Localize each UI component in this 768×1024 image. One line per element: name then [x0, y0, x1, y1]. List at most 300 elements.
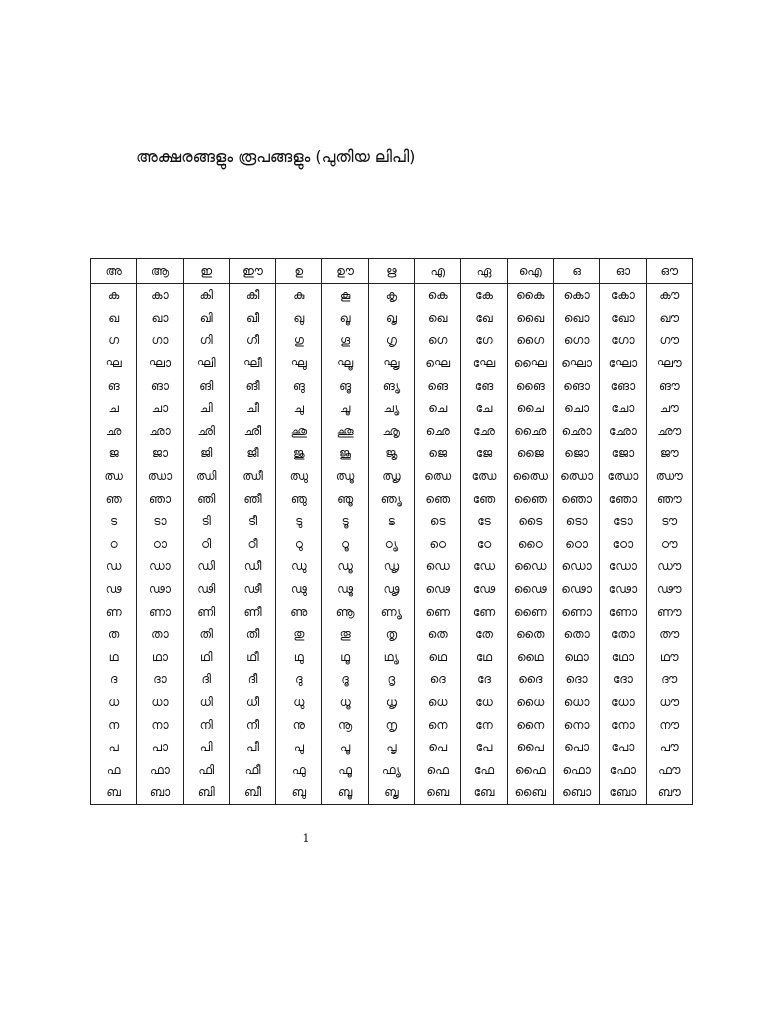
letter-form-cell: ജി: [183, 442, 229, 465]
letter-form-cell: കൗ: [646, 284, 692, 307]
letter-form-cell: ഡി: [183, 555, 229, 578]
letter-form-cell: കി: [183, 284, 229, 307]
table-row: [91, 420, 693, 443]
consonant-cell: ഖ: [91, 307, 137, 330]
consonant-cell: ഞ: [91, 487, 137, 510]
consonant-cell: ഘ: [91, 352, 137, 375]
letter-form-cell: ധൂ: [322, 691, 368, 714]
table-row: [91, 510, 693, 533]
letter-form-cell: ഗീ: [229, 329, 275, 352]
letter-form-cell: ഖു: [276, 307, 322, 330]
letter-form-cell: ടൗ: [646, 510, 692, 533]
table-row: [91, 781, 693, 804]
letter-form-cell: നൊ: [553, 713, 599, 736]
table-header-row: [91, 259, 693, 284]
letter-form-cell: ഠി: [183, 533, 229, 556]
letter-form-cell: ഫോ: [600, 758, 646, 781]
letter-form-cell: ഝു: [276, 465, 322, 488]
vowel-header: ഉ: [276, 259, 322, 284]
letter-form-cell: തൂ: [322, 623, 368, 646]
letter-form-cell: ങി: [183, 374, 229, 397]
letter-form-cell: പൂ: [322, 736, 368, 759]
letter-form-cell: ഞി: [183, 487, 229, 510]
table-row: [91, 284, 693, 307]
letter-form-cell: ഠൃ: [368, 533, 414, 556]
letter-form-cell: കൊ: [553, 284, 599, 307]
letter-form-cell: ഠേ: [461, 533, 507, 556]
letter-form-cell: ഡാ: [137, 555, 183, 578]
table-row: [91, 533, 693, 556]
letter-form-cell: ടേ: [461, 510, 507, 533]
letter-form-cell: ടൈ: [507, 510, 553, 533]
letter-form-cell: ജൂ: [322, 442, 368, 465]
letter-form-cell: ധോ: [600, 691, 646, 714]
letter-form-cell: പീ: [229, 736, 275, 759]
letter-form-cell: ങൃ: [368, 374, 414, 397]
letter-form-cell: ഞൂ: [322, 487, 368, 510]
consonant-cell: ഗ: [91, 329, 137, 352]
letter-form-cell: ങൂ: [322, 374, 368, 397]
table-row: [91, 555, 693, 578]
letter-form-cell: ഗോ: [600, 329, 646, 352]
letter-form-cell: ങാ: [137, 374, 183, 397]
letter-form-cell: ണൗ: [646, 600, 692, 623]
letter-form-cell: ണെ: [415, 600, 461, 623]
letter-form-cell: ണൃ: [368, 600, 414, 623]
letter-form-cell: ഗൃ: [368, 329, 414, 352]
letter-form-cell: നി: [183, 713, 229, 736]
letter-form-cell: ങൊ: [553, 374, 599, 397]
letter-form-cell: ബേ: [461, 781, 507, 804]
letter-form-cell: ഘെ: [415, 352, 461, 375]
letter-form-cell: കോ: [600, 284, 646, 307]
letter-form-cell: പൗ: [646, 736, 692, 759]
letter-form-cell: ഥു: [276, 646, 322, 669]
letter-form-cell: ണി: [183, 600, 229, 623]
letter-form-cell: ചൂ: [322, 397, 368, 420]
letter-form-cell: ഠൂ: [322, 533, 368, 556]
letter-form-cell: ധൃ: [368, 691, 414, 714]
letter-form-cell: ഡൊ: [553, 555, 599, 578]
letter-form-cell: ഞു: [276, 487, 322, 510]
letter-form-cell: ഛൗ: [646, 420, 692, 443]
letter-form-cell: ചെ: [415, 397, 461, 420]
letter-form-cell: ഠൗ: [646, 533, 692, 556]
consonant-cell: ഠ: [91, 533, 137, 556]
letter-form-cell: ധൈ: [507, 691, 553, 714]
letter-form-cell: നൂ: [322, 713, 368, 736]
letter-form-cell: തു: [276, 623, 322, 646]
letter-form-cell: ഝെ: [415, 465, 461, 488]
letter-form-cell: ചു: [276, 397, 322, 420]
letter-form-cell: ധാ: [137, 691, 183, 714]
letter-form-cell: ഥാ: [137, 646, 183, 669]
letter-form-cell: നു: [276, 713, 322, 736]
letter-form-cell: ദെ: [415, 668, 461, 691]
letter-form-cell: ഛൂ: [322, 420, 368, 443]
letter-form-cell: പെ: [415, 736, 461, 759]
letter-form-cell: ഘൗ: [646, 352, 692, 375]
table-row: [91, 465, 693, 488]
letter-form-cell: ഛൃ: [368, 420, 414, 443]
letter-form-cell: ഢോ: [600, 578, 646, 601]
letter-form-cell: ദൗ: [646, 668, 692, 691]
letter-form-cell: ഞോ: [600, 487, 646, 510]
letter-form-cell: ജൃ: [368, 442, 414, 465]
letter-form-cell: ധു: [276, 691, 322, 714]
letter-form-cell: ഡൂ: [322, 555, 368, 578]
letter-form-cell: ഝേ: [461, 465, 507, 488]
consonant-cell: ങ: [91, 374, 137, 397]
letter-form-cell: ഖി: [183, 307, 229, 330]
letter-form-cell: ടൃ: [368, 510, 414, 533]
consonant-cell: പ: [91, 736, 137, 759]
letter-form-cell: ഡെ: [415, 555, 461, 578]
letter-form-cell: ടെ: [415, 510, 461, 533]
page-number: 1: [302, 832, 310, 845]
letter-form-cell: ഞൗ: [646, 487, 692, 510]
letter-form-cell: നാ: [137, 713, 183, 736]
letter-form-cell: ചാ: [137, 397, 183, 420]
letter-form-cell: ധെ: [415, 691, 461, 714]
letter-form-cell: കു: [276, 284, 322, 307]
letter-form-cell: ജൗ: [646, 442, 692, 465]
table-row: [91, 442, 693, 465]
letter-form-cell: ഞാ: [137, 487, 183, 510]
letter-form-cell: ഢാ: [137, 578, 183, 601]
letter-form-cell: ടി: [183, 510, 229, 533]
letter-form-cell: ഗേ: [461, 329, 507, 352]
letter-form-cell: ഢൗ: [646, 578, 692, 601]
letter-form-cell: ഖേ: [461, 307, 507, 330]
vowel-header: ഒ: [553, 259, 599, 284]
letter-form-cell: ജു: [276, 442, 322, 465]
letter-form-cell: ഠൈ: [507, 533, 553, 556]
letter-form-cell: നേ: [461, 713, 507, 736]
letter-form-cell: കെ: [415, 284, 461, 307]
vowel-header: എ: [415, 259, 461, 284]
letter-form-cell: ദു: [276, 668, 322, 691]
letter-form-cell: കേ: [461, 284, 507, 307]
letter-form-cell: ഫാ: [137, 758, 183, 781]
letter-form-cell: ധീ: [229, 691, 275, 714]
letter-form-cell: ഘാ: [137, 352, 183, 375]
letter-form-cell: പോ: [600, 736, 646, 759]
letter-form-cell: തൊ: [553, 623, 599, 646]
letter-form-cell: ബൗ: [646, 781, 692, 804]
letter-form-cell: ഥൃ: [368, 646, 414, 669]
letter-form-cell: ഛി: [183, 420, 229, 443]
letter-form-cell: ഝോ: [600, 465, 646, 488]
letter-form-cell: ഢി: [183, 578, 229, 601]
letter-form-cell: ഛാ: [137, 420, 183, 443]
letter-form-cell: പി: [183, 736, 229, 759]
letter-form-cell: ഘൂ: [322, 352, 368, 375]
letter-form-cell: ബൂ: [322, 781, 368, 804]
letter-form-cell: ഖൃ: [368, 307, 414, 330]
letter-form-cell: നൗ: [646, 713, 692, 736]
letter-form-cell: ദേ: [461, 668, 507, 691]
consonant-cell: ണ: [91, 600, 137, 623]
letter-form-cell: ഘു: [276, 352, 322, 375]
letter-form-cell: ഗൊ: [553, 329, 599, 352]
letter-form-cell: തെ: [415, 623, 461, 646]
letter-form-cell: ഢു: [276, 578, 322, 601]
letter-form-cell: ടോ: [600, 510, 646, 533]
table-row: [91, 374, 693, 397]
table-row: [91, 758, 693, 781]
vowel-header: ഈ: [229, 259, 275, 284]
letter-form-cell: ദീ: [229, 668, 275, 691]
letter-form-cell: ഢെ: [415, 578, 461, 601]
letter-form-cell: തോ: [600, 623, 646, 646]
letter-form-cell: നൃ: [368, 713, 414, 736]
letter-form-cell: ദോ: [600, 668, 646, 691]
letter-form-cell: ടൂ: [322, 510, 368, 533]
vowel-header: ഐ: [507, 259, 553, 284]
letter-form-cell: ചൈ: [507, 397, 553, 420]
consonant-cell: ന: [91, 713, 137, 736]
letter-form-cell: ഗെ: [415, 329, 461, 352]
letter-form-cell: ഡൈ: [507, 555, 553, 578]
letter-form-cell: ബു: [276, 781, 322, 804]
letter-form-cell: ഡൗ: [646, 555, 692, 578]
letter-form-cell: ചീ: [229, 397, 275, 420]
letter-form-cell: നൈ: [507, 713, 553, 736]
letter-form-cell: ഝീ: [229, 465, 275, 488]
letter-form-cell: ഫെ: [415, 758, 461, 781]
letter-form-cell: ഥൂ: [322, 646, 368, 669]
letter-form-cell: ബീ: [229, 781, 275, 804]
letter-form-cell: ഫൈ: [507, 758, 553, 781]
table-body: [91, 284, 693, 805]
letter-form-cell: ഠൊ: [553, 533, 599, 556]
letter-form-cell: താ: [137, 623, 183, 646]
table-row: [91, 600, 693, 623]
letter-form-cell: ഠെ: [415, 533, 461, 556]
letter-form-cell: ഫൃ: [368, 758, 414, 781]
letter-form-cell: ഗാ: [137, 329, 183, 352]
letter-form-cell: ഗി: [183, 329, 229, 352]
letter-form-cell: ബൈ: [507, 781, 553, 804]
letter-form-cell: ഘൃ: [368, 352, 414, 375]
letter-form-cell: കാ: [137, 284, 183, 307]
letter-form-cell: ധൗ: [646, 691, 692, 714]
letter-form-cell: കൈ: [507, 284, 553, 307]
vowel-header: ഓ: [600, 259, 646, 284]
letter-form-cell: ഥെ: [415, 646, 461, 669]
letter-form-cell: തൗ: [646, 623, 692, 646]
letter-form-cell: ഘേ: [461, 352, 507, 375]
letter-form-cell: ഞീ: [229, 487, 275, 510]
letter-form-cell: ഛീ: [229, 420, 275, 443]
letter-form-cell: ജീ: [229, 442, 275, 465]
letter-form-cell: ഡൃ: [368, 555, 414, 578]
letter-form-cell: ഞേ: [461, 487, 507, 510]
letter-form-cell: ഢേ: [461, 578, 507, 601]
letter-form-cell: ജേ: [461, 442, 507, 465]
letter-form-cell: ഥോ: [600, 646, 646, 669]
letter-form-cell: ഛെ: [415, 420, 461, 443]
table-row: [91, 578, 693, 601]
letter-form-cell: ഝാ: [137, 465, 183, 488]
letter-form-cell: ഖീ: [229, 307, 275, 330]
letter-form-cell: കീ: [229, 284, 275, 307]
letter-form-cell: ഖൗ: [646, 307, 692, 330]
letter-form-cell: ബി: [183, 781, 229, 804]
letter-forms-table: [90, 258, 693, 805]
vowel-header: ഔ: [646, 259, 692, 284]
letter-form-cell: ഢൊ: [553, 578, 599, 601]
letter-form-cell: ങെ: [415, 374, 461, 397]
consonant-cell: ത: [91, 623, 137, 646]
letter-form-cell: ണു: [276, 600, 322, 623]
letter-form-cell: ഖൂ: [322, 307, 368, 330]
consonant-cell: ഫ: [91, 758, 137, 781]
letter-form-cell: ഡോ: [600, 555, 646, 578]
letter-form-cell: ജെ: [415, 442, 461, 465]
vowel-header: ഇ: [183, 259, 229, 284]
letter-form-cell: ബാ: [137, 781, 183, 804]
letter-form-cell: ഘൈ: [507, 352, 553, 375]
letter-form-cell: തൈ: [507, 623, 553, 646]
letter-form-cell: ഡീ: [229, 555, 275, 578]
letter-form-cell: ഞൊ: [553, 487, 599, 510]
consonant-cell: ട: [91, 510, 137, 533]
letter-form-cell: ഢീ: [229, 578, 275, 601]
table-row: [91, 668, 693, 691]
letter-form-cell: തൃ: [368, 623, 414, 646]
letter-form-cell: ഗൈ: [507, 329, 553, 352]
letter-form-cell: ഥൊ: [553, 646, 599, 669]
vowel-header: അ: [91, 259, 137, 284]
letter-form-cell: ബൊ: [553, 781, 599, 804]
letter-form-cell: ദൊ: [553, 668, 599, 691]
letter-form-cell: ഡേ: [461, 555, 507, 578]
letter-form-cell: തീ: [229, 623, 275, 646]
letter-form-cell: ബോ: [600, 781, 646, 804]
table-row: [91, 352, 693, 375]
letter-form-cell: ടു: [276, 510, 322, 533]
letter-form-cell: ഖൊ: [553, 307, 599, 330]
letter-form-cell: ഞൃ: [368, 487, 414, 510]
letter-form-cell: ധി: [183, 691, 229, 714]
consonant-cell: ച: [91, 397, 137, 420]
letter-form-cell: ണോ: [600, 600, 646, 623]
letter-form-cell: ങീ: [229, 374, 275, 397]
letter-form-cell: ഘീ: [229, 352, 275, 375]
letter-form-cell: ഥി: [183, 646, 229, 669]
letter-form-cell: ജോ: [600, 442, 646, 465]
letter-form-cell: ജൈ: [507, 442, 553, 465]
table-row: [91, 487, 693, 510]
table-row: [91, 397, 693, 420]
vowel-header: ആ: [137, 259, 183, 284]
letter-form-cell: ങോ: [600, 374, 646, 397]
letter-form-cell: ങൗ: [646, 374, 692, 397]
letter-form-cell: ഥീ: [229, 646, 275, 669]
letter-form-cell: ഫൊ: [553, 758, 599, 781]
letter-form-cell: ടീ: [229, 510, 275, 533]
letter-form-cell: ഝൊ: [553, 465, 599, 488]
letter-form-cell: ഝൗ: [646, 465, 692, 488]
letter-form-cell: ഖൈ: [507, 307, 553, 330]
table-row: [91, 691, 693, 714]
letter-form-cell: ഫു: [276, 758, 322, 781]
letter-form-cell: ഝൂ: [322, 465, 368, 488]
letter-form-cell: നീ: [229, 713, 275, 736]
letter-form-cell: ഥൈ: [507, 646, 553, 669]
letter-form-cell: ദൂ: [322, 668, 368, 691]
letter-form-cell: ങേ: [461, 374, 507, 397]
consonant-cell: ഛ: [91, 420, 137, 443]
vowel-header: ഊ: [322, 259, 368, 284]
letter-form-cell: ബെ: [415, 781, 461, 804]
letter-form-cell: ഛോ: [600, 420, 646, 443]
letter-form-cell: ചി: [183, 397, 229, 420]
letter-form-cell: ണൊ: [553, 600, 599, 623]
letter-form-cell: ണാ: [137, 600, 183, 623]
letter-form-cell: ടാ: [137, 510, 183, 533]
letter-form-cell: ദൃ: [368, 668, 414, 691]
letter-form-cell: ഗൂ: [322, 329, 368, 352]
letter-form-cell: പാ: [137, 736, 183, 759]
letter-form-cell: ഠു: [276, 533, 322, 556]
letter-form-cell: ഗു: [276, 329, 322, 352]
vowel-header: ഏ: [461, 259, 507, 284]
letter-form-cell: ഗൗ: [646, 329, 692, 352]
letter-form-cell: ഠാ: [137, 533, 183, 556]
letter-form-cell: ഫേ: [461, 758, 507, 781]
consonant-cell: ജ: [91, 442, 137, 465]
letter-form-cell: ഖെ: [415, 307, 461, 330]
letter-form-cell: ടൊ: [553, 510, 599, 533]
letter-form-cell: ഛേ: [461, 420, 507, 443]
letter-form-cell: ഢൂ: [322, 578, 368, 601]
letter-form-cell: ജൊ: [553, 442, 599, 465]
letter-form-cell: ചൗ: [646, 397, 692, 420]
letter-form-cell: പൈ: [507, 736, 553, 759]
page-title: അക്ഷരങ്ങളും രൂപങ്ങളും (പുതിയ ലിപി): [136, 147, 416, 166]
letter-form-cell: ണൂ: [322, 600, 368, 623]
letter-form-cell: ങു: [276, 374, 322, 397]
letter-form-cell: പൊ: [553, 736, 599, 759]
table-row: [91, 307, 693, 330]
table-row: [91, 646, 693, 669]
letter-form-cell: ജാ: [137, 442, 183, 465]
letter-form-cell: ഝൈ: [507, 465, 553, 488]
letter-form-cell: ണീ: [229, 600, 275, 623]
letter-form-cell: ഞെ: [415, 487, 461, 510]
letter-form-cell: ചോ: [600, 397, 646, 420]
consonant-cell: ധ: [91, 691, 137, 714]
letter-form-cell: ഖോ: [600, 307, 646, 330]
letter-form-cell: ചൃ: [368, 397, 414, 420]
letter-form-cell: ഫൂ: [322, 758, 368, 781]
letter-form-cell: ഛു: [276, 420, 322, 443]
letter-form-cell: ധൊ: [553, 691, 599, 714]
letter-form-cell: ഘൊ: [553, 352, 599, 375]
letter-form-cell: ഢൈ: [507, 578, 553, 601]
letter-form-cell: ഛൈ: [507, 420, 553, 443]
letter-form-cell: ഫൗ: [646, 758, 692, 781]
letter-form-cell: ഥേ: [461, 646, 507, 669]
consonant-cell: ഡ: [91, 555, 137, 578]
letter-form-cell: ദി: [183, 668, 229, 691]
letter-form-cell: നെ: [415, 713, 461, 736]
letter-form-cell: ബൃ: [368, 781, 414, 804]
vowel-header: ഋ: [368, 259, 414, 284]
